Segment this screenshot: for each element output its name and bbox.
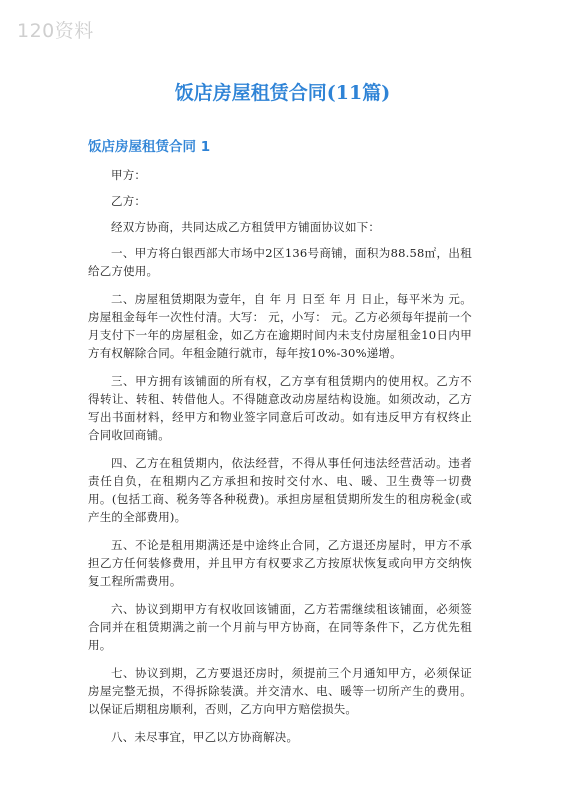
contract-body [88,166,472,756]
clause-5: 五、不论是租用期满还是中途终止合同，乙方退还房屋时，甲方不承担乙方任何装修费用，并且甲方有权要求乙方按原状恢复或向甲方交纳恢复工程所需费用。 [88,538,472,588]
clause-6: 六、协议到期甲方有权收回该铺面，乙方若需继续租该铺面，必须签合同并在租赁期满之前一个月前与甲方协商，在同等条件下，乙方优先租用。 [88,602,472,652]
party-b-line: 乙方： [111,194,147,208]
clause-3: 三、甲方拥有该铺面的所有权，乙方享有租赁期内的使用权。乙方不得转让、转租、转借他人。不得随意改动房屋结构设施。如须改动，乙方写出书面材料，经甲方和物业签字同意后可改动。如有违反甲方有权终止合同收回商铺。 [88,374,472,442]
document-title: 饭店房屋租赁合同(11篇) [174,82,391,104]
watermark: 120资料 [17,20,94,42]
agreement-intro: 经双方协商，共同达成乙方租赁甲方铺面协议如下： [111,220,381,234]
clause-2: 二、房屋租赁期限为壹年，自 年 月 日至 年 月 日止，每平米为 元。房屋租金每年一次性付清。大写： 元，小写： 元。乙方必须每年提前一个月支付下一年的房屋租金，如乙方在逾期时间内未支付房屋租金10日内甲方有权解除合同。年租金随行就市，每年按10%-30%递增。 [88,292,472,360]
clause-7: 七、协议到期，乙方要退还房时，须提前三个月通知甲方，必须保证房屋完整无损，不得拆除装潢。并交清水、电、暖等一切所产生的费用。以保证后期租房顺利，否则，乙方向甲方赔偿损失。 [88,666,472,716]
clause-1: 一、甲方将白银西部大市场中2区136号商铺，面积为88.58㎡，出租给乙方使用。 [88,246,472,278]
clause-8: 八、未尽事宜，甲乙以方协商解决。 [111,730,299,744]
section-title: 饭店房屋租赁合同 1 [88,139,211,155]
clause-4: 四、乙方在租赁期内，依法经营，不得从事任何违法经营活动。违者责任自负，在租期内乙方承担和按时交付水、电、暖、卫生费等一切费用。(包括工商、税务等各种税费)。承担房屋租赁期所发生的租房税金(或产生的全部费用)。 [88,456,472,524]
party-a-line: 甲方： [111,168,147,182]
